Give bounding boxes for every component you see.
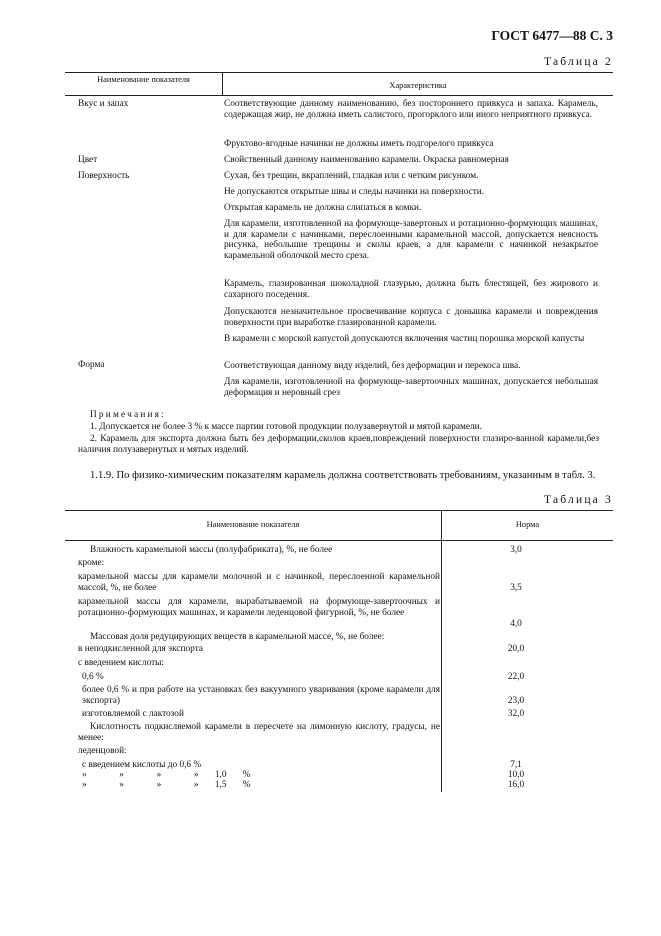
table2-characteristic: Соответствующие данному наименованию, без постороннего привкуса и запаха. Карамель, содержащая жир, не должна иметь салистого, прогорклого или иного неприятного привкуса.: [224, 99, 598, 120]
note-item: 2. Карамель для экспорта должна быть без деформации,сколов краев,повреждений поверхности глазиро-ванной карамели,без наличия полузавернутых и мятых изделий.: [78, 434, 599, 455]
table2-row-label: Цвет: [78, 155, 98, 165]
table2-characteristic: Открытая карамель не должна слипаться в комки.: [224, 203, 422, 213]
table2-row-label: Вкус и запах: [78, 99, 129, 109]
table2-header-rule: [65, 95, 613, 96]
table3-row-text: » » » » 1,0 %: [82, 770, 251, 780]
table3-row-text: изготовляемой с лактозой: [82, 709, 184, 719]
table2-col1-header: Наименование показателя: [97, 75, 190, 84]
table2-characteristic: Для карамели, изготовленной на формующе-завертоочных машинах, допускается небольшая деформация и неровный срез: [224, 377, 598, 398]
table2-col2-header: Характеристика: [389, 81, 447, 90]
table2-characteristic: Соответствующая данному виду изделий, без деформации и перекоса шва.: [224, 361, 521, 371]
table3-row-text: Влажность карамельной массы (полуфабриката), %, не более: [90, 545, 333, 555]
table3-row-value: 10,0: [507, 770, 525, 780]
table2-characteristic: Карамель, глазированная шоколадной глазурью, должна быть блестящей, без жирового и сахарного поседения.: [224, 279, 598, 300]
table2-characteristic: Допускаются незначительное просвечивание корпуса с донышка карамели и повреждения поверхности при выработке глазированной карамели.: [224, 307, 598, 328]
table2-top-rule: [65, 72, 613, 73]
table3-row-text: кроме:: [78, 558, 105, 568]
table3-row-text: Массовая доля редуцирующих веществ в карамельной массе, %, не более:: [90, 632, 385, 642]
notes-title: Примечания:: [90, 410, 166, 420]
table3-row-text: более 0,6 % и при работе на установках без вакуумного уваривания (кроме карамели для экспорта): [82, 685, 440, 706]
table3-row-text: Кислотность подкисляемой карамели в пересчете на лимонную кислоту, градусы, не менее:: [78, 722, 440, 743]
table3-top-rule: [65, 510, 613, 511]
table2-caption: Таблица 2: [544, 56, 613, 68]
table3-row-value: 3,0: [510, 545, 522, 555]
table2-characteristic: Не допускаются открытые швы и следы начинки на поверхности.: [224, 187, 485, 197]
table2-characteristic: Свойственный данному наименованию карамели. Окраска равномерная: [224, 155, 509, 165]
table3-row-text: » » » » 1,5 %: [82, 780, 251, 790]
table3-col1-header: Наименование показателя: [206, 520, 300, 529]
body-paragraph: 1.1.9. По физико-химическим показателям карамель должна соответствовать требованиям, указанным в табл. 3.: [90, 470, 596, 481]
table3-row-text: леденцовой:: [78, 746, 127, 756]
table3-row-value: 7,1: [510, 760, 522, 770]
table3-row-value: 32,0: [507, 709, 525, 719]
table3-col2-header: Норма: [515, 520, 540, 529]
table3-header-rule: [65, 540, 613, 541]
table3-caption: Таблица 3: [544, 494, 613, 506]
table3-column-divider: [441, 510, 442, 792]
table3-row-value: 23,0: [507, 696, 525, 706]
table2-row-label: Поверхность: [78, 171, 130, 181]
table3-row-value: 22,0: [507, 672, 525, 682]
table3-row-text: с введением кислоты до 0,6 %: [82, 760, 202, 770]
table3-row-text: карамельной массы для карамели, вырабатываемой на формующе-завертоочных и ротационно-формующих машинах, и карамели леденцовой фигурной, %, не более: [78, 597, 440, 618]
table3-row-value: 3,5: [510, 583, 522, 593]
table3-row-value: 4,0: [510, 619, 522, 629]
table2-characteristic: Фруктово-ягодные начинки не должны иметь подгорелого привкуса: [224, 139, 494, 149]
table3-row-text: карамельной массы для карамели молочной и с начинкой, переслоенной карамельной массой, %, не более: [78, 572, 440, 593]
table2-characteristic: В карамели с морской капустой допускаются включения частиц порошка морской капусты: [224, 334, 585, 344]
table3-row-text: 0,6 %: [82, 672, 104, 682]
table2-characteristic: Для карамели, изготовленной на формующе-завертоных и ротационно-формующих машинах, и для карамели с начинками, переслоенными карамельной массой, допускается неясность рисунка, небольшие трещины и сколы краев, а для карамели с начинкой незакрытое карамельной оболочкой место среза.: [224, 219, 598, 261]
table2-characteristic: Сухая, без трещин, вкраплений, гладкая или с четким рисунком.: [224, 171, 479, 181]
page-header: ГОСТ 6477—88 С. 3: [491, 28, 613, 43]
table3-row-text: с введением кислоты:: [78, 658, 164, 668]
table2-row-label: Форма: [78, 360, 105, 370]
table3-row-value: 16,0: [507, 780, 525, 790]
note-item: 1. Допускается не более 3 % к массе партии готовой продукции полузавернутой и мятой карамели.: [90, 422, 482, 432]
table3-row-value: 20,0: [507, 644, 525, 654]
table3-row-text: в неподкисленной для экспорта: [78, 644, 204, 654]
